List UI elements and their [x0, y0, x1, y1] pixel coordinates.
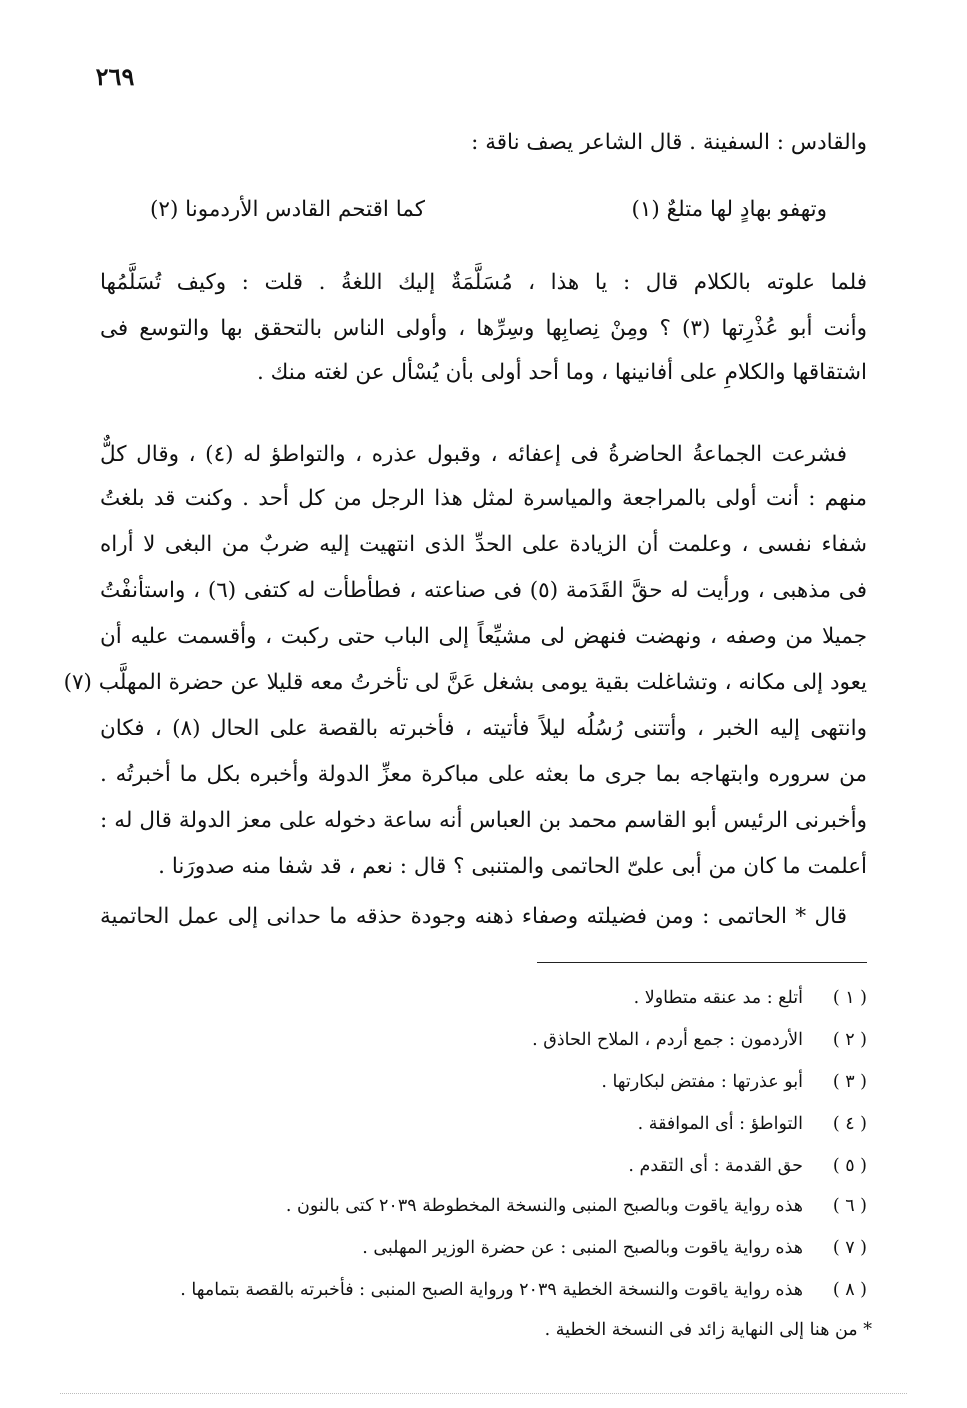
page-edge-divider	[60, 1393, 907, 1394]
footnote-text: هذه رواية ياقوت وبالصبح المنبى : عن حضرة الوزير المهلبى .	[362, 1238, 803, 1258]
paragraph-line: من سروره وابتهاجه بما جرى ما بعثه على مباكرة معزِّ الدولة وأخبره بكل ما أخبرتُه .	[100, 762, 867, 787]
paragraph-line: اشتقاقها والكلامِ على أفانينها ، وما أحد أولى بأن يُسْأل عن لغته منك .	[256, 360, 867, 385]
footnote	[100, 1112, 867, 1136]
footnote	[100, 1154, 867, 1178]
footnote-divider	[537, 962, 867, 963]
footnote	[100, 986, 867, 1010]
paragraph-line: فلما علوته بالكلام قال : يا هذا ، مُسَلَّمَةٌ إليك اللغةُ . قلت : وكيف تُسَلَّمُها	[100, 270, 867, 295]
paragraph-line: قال * الحاتمى : ومن فضيلته وصفاء ذهنه وجودة حذقه ما حدانى إلى عمل الحاتمية	[100, 904, 847, 929]
footnote-number: ( ٥ )	[832, 1156, 867, 1176]
paragraph-line: منهم : أنت أولى بالمراجعة والمياسرة لمثل هذا الرجل من كل أحد . وكنت قد بلغتُ	[100, 486, 867, 511]
footnote	[100, 1028, 867, 1052]
footnote-text: هذه رواية ياقوت والنسخة الخطية ٢٠٣٩ ورواية الصبح المنبى : فأخبرته بالقصة بتمامها .	[180, 1280, 803, 1300]
footnote	[100, 1278, 867, 1302]
footnote	[100, 1236, 867, 1260]
footnote-text: حق القدمة : أى التقدم .	[628, 1156, 803, 1176]
footnote-number: ( ٣ )	[832, 1072, 867, 1092]
footnote-number: ( ٧ )	[832, 1238, 867, 1258]
footnote-text: أبو عذرتها : مفتض لبكارتها .	[601, 1072, 803, 1092]
footnote-number: ( ٦ )	[832, 1196, 867, 1216]
footnote-text: الأردمون : جمع أردم ، الملاح الحاذق .	[532, 1030, 803, 1050]
verse-hemistich-1: وتهفو بهادٍ لها متلعٌ (١)	[631, 197, 827, 222]
footnote-number: ( ٤ )	[832, 1114, 867, 1134]
paragraph-line: يعود إلى مكانه ، وتشاغلت بقية يومى بشغل عَنَّ لى تأخرتُ معه قليلا عن حضرة المهلَّب (٧)	[63, 670, 867, 695]
footnote-text: أتلع : مد عنقه متطاولا .	[633, 988, 803, 1008]
paragraph-line: فشرعت الجماعةُ الحاضرةُ فى إعفائه ، وقبول عذره ، والتواطؤ له (٤) ، وقال كلٌّ	[100, 442, 848, 467]
paragraph-line: أعلمت ما كان من أبى علىّ الحاتمى والمتنبى ؟ قال : نعم ، قد شفا منه صدورَنا .	[158, 854, 867, 879]
paragraph-line: وأخبرنى الرئيس أبو القاسم محمد بن العباس أنه ساعة دخوله على معز الدولة قال له :	[100, 808, 867, 833]
footnote-number: ( ٢ )	[832, 1030, 867, 1050]
paragraph-line: فى مذهبى ، ورأيت له حقَّ القَدَمة (٥) فى صناعته ، فطأطأت له كتفى (٦) ، واستأنفْتُ	[100, 578, 867, 603]
footnote-text: هذه رواية ياقوت وبالصبح المنبى والنسخة المخطوطة ٢٠٣٩ كتى بالنون .	[285, 1196, 803, 1216]
intro-line: والقادس : السفينة . قال الشاعر يصف ناقة :	[471, 130, 867, 155]
footnote	[100, 1070, 867, 1094]
page-number: ٢٦٩	[95, 62, 135, 91]
paragraph-line: وانتهى إليه الخبر ، وأتتنى رُسُلُه ليلاً فأتيته ، فأخبرته بالقصة على الحال (٨) ، فكان	[100, 716, 867, 741]
footnote-number: ( ٨ )	[832, 1280, 867, 1300]
footnote-number: ( ١ )	[832, 988, 867, 1008]
paragraph-line: جميلا من وصفه ، ونهضت فنهض لى مشيِّعاً إلى الباب حتى ركبت ، وأقسمت عليه أن	[100, 624, 867, 649]
paragraph-line: شفاء نفسى ، وعلمت أن الزيادة على الحدِّ الذى انتهيت إليه ضربٌ من البغى لا أراه	[100, 532, 867, 557]
paragraph-line: وأنت أبو عُذْرِتها (٣) ؟ ومِنْ نِصابِها وسِرِّها ، وأولى الناس بالتحقق بها والتوسع فى	[100, 316, 867, 341]
verse-hemistich-2: كما اقتحم القادس الأردمونا (٢)	[150, 197, 425, 222]
star-note: * من هنا إلى النهاية زائد فى النسخة الخطية .	[544, 1320, 872, 1340]
footnote	[100, 1194, 867, 1218]
footnote-text: التواطؤ : أى الموافقة .	[637, 1114, 803, 1134]
